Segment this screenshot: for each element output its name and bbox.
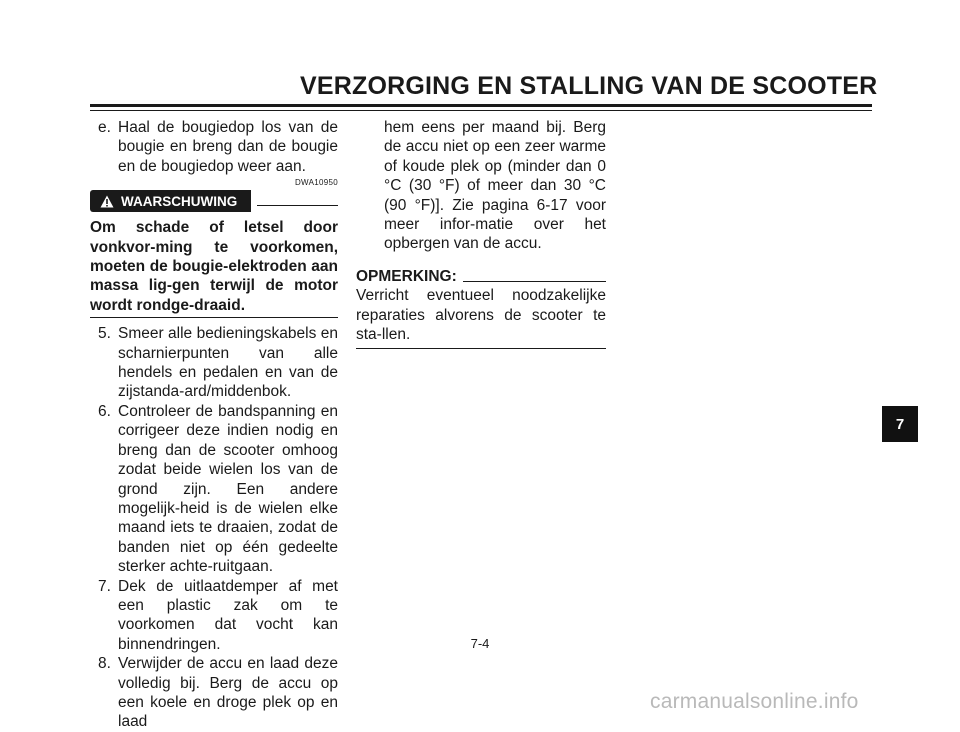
header-rule-thin [90,110,872,111]
warning-label: WAARSCHUWING [121,193,238,209]
warning-code: DWA10950 [294,178,338,188]
list-item [90,577,338,655]
warning-triangle-icon [100,195,114,208]
list-item [90,324,338,402]
note-label: OPMERKING: [356,267,457,285]
warning-badge [90,190,251,212]
item-number: 5. [98,325,111,343]
warning-rule [257,205,338,206]
numbered-list [90,324,338,732]
list-item-e [90,118,338,176]
item-number: 6. [98,402,111,420]
page-number: 7-4 [470,636,490,651]
item-text: Smeer alle bedieningskabels en scharnierpunten van alle hendels en pedalen en van de zijstanda-ard/middenbok. [118,325,338,401]
chapter-tab: 7 [882,406,918,442]
watermark: carmanualsonline.info [650,690,859,713]
note-rule [463,281,606,282]
item-text: Controleer de bandspanning en corrigeer deze indien nodig en breng dan de scooter omhoog zodat beide wielen los van de grond zijn. Een andere mogelijk-heid is de wielen elke maand iets te draaien, zodat de banden niet op één gedeelte sterker achte-ruitgaan. [118,402,338,576]
item-text: Haal de bougiedop los van de bougie en breng dan de bougie en de bougiedop weer aan. [118,119,338,175]
item-number: 8. [98,655,111,673]
list-item [90,654,338,732]
item-text: Verwijder de accu en laad deze volledig bij. Berg de accu op een koele en droge plek op en laad [118,655,338,731]
note-text: Verricht eventueel noodzakelijke reparaties alvorens de scooter te sta-llen. [356,286,606,349]
right-column [356,118,606,349]
item-number: 7. [98,577,111,595]
item-text: Dek de uitlaatdemper af met een plastic zak om te voorkomen dat vocht kan binnendringen. [118,577,338,653]
warning-text: Om schade of letsel door vonkvor-ming te voorkomen, moeten de bougie-elektroden aan massa lig-gen terwijl de motor wordt rondge-draaid. [90,218,338,318]
warning-header [90,189,338,213]
continued-text: hem eens per maand bij. Berg de accu niet op een zeer warme of koude plek op (minder dan 0 °C (30 °F) of meer dan 30 °C (90 °F)]. Zie pagina 6-17 voor meer infor-matie over het opbergen van de accu. [384,119,606,253]
note-header [356,267,606,286]
list-item [90,402,338,577]
header-rule-thick [90,104,872,107]
page-title: VERZORGING EN STALLING VAN DE SCOOTER [300,72,878,100]
item-number: e. [98,119,111,136]
left-column [90,118,338,732]
